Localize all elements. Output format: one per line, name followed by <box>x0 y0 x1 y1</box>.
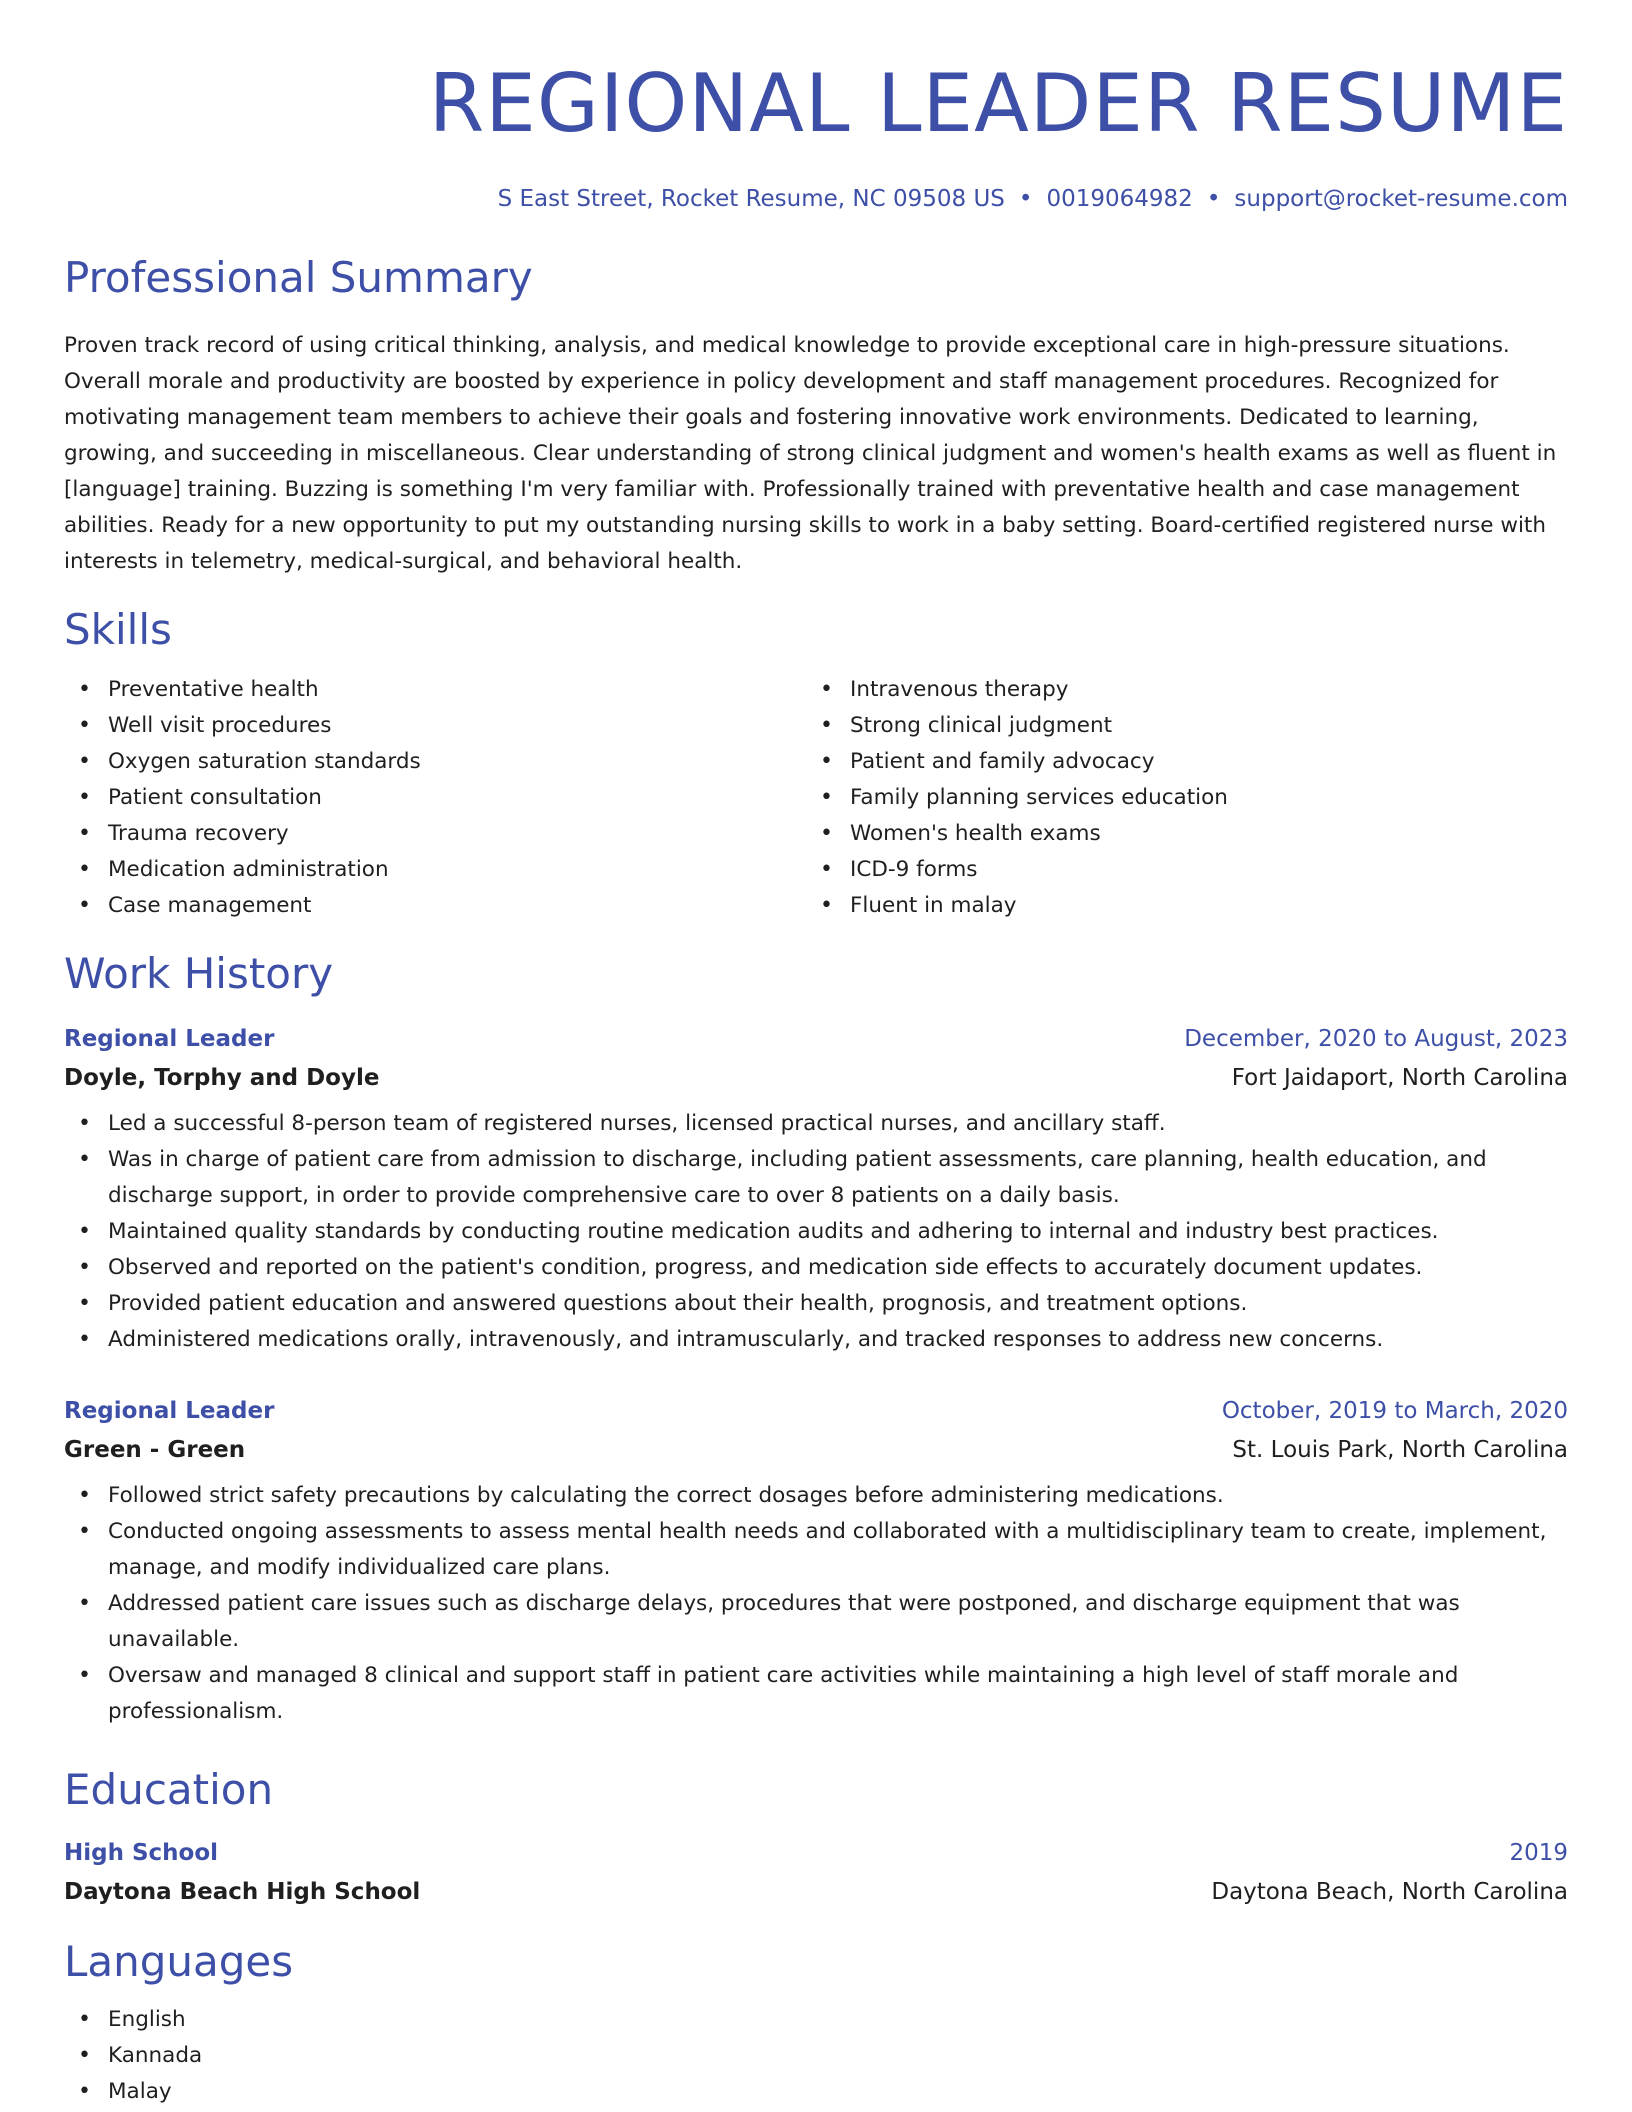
job-bullets <box>64 1106 1568 1358</box>
education-location: Daytona Beach, North Carolina <box>1211 1879 1568 1905</box>
education-entry <box>64 1834 1568 1912</box>
skill-item: • Trauma recovery <box>64 816 806 852</box>
skill-item: • Family planning services education <box>806 780 1548 816</box>
skill-item: • Women's health exams <box>806 816 1548 852</box>
resume-title: REGIONAL LEADER RESUME <box>428 57 1568 150</box>
skills-columns <box>64 672 1568 924</box>
language-item: • Kannada <box>64 2038 1568 2074</box>
contact-separator: • <box>1018 186 1033 212</box>
skill-item: • Patient and family advocacy <box>806 744 1548 780</box>
skill-item: • Oxygen saturation standards <box>64 744 806 780</box>
contact-email: support@rocket-resume.com <box>1234 186 1568 212</box>
job-bullet: • Oversaw and managed 8 clinical and support staff in patient care activities while maintaining a high level of staff morale and professionalism. <box>64 1658 1568 1730</box>
job-bullet: • Was in charge of patient care from admission to discharge, including patient assessments, care planning, health education, and discharge support, in order to provide comprehensive care to over 8 patients on a daily basis. <box>64 1142 1568 1214</box>
contact-address: S East Street, Rocket Resume, NC 09508 US <box>497 186 1005 212</box>
summary-text: Proven track record of using critical thinking, analysis, and medical knowledge to provide exceptional care in high-pressure situations. Overall morale and productivity are boosted by experience in policy development and staff management procedures. Recognized for motivating management team members to achieve their goals and fostering innovative work environments. Dedicated to learning, growing, and succeeding in miscellaneous. Clear understanding of strong clinical judgment and women's health exams as well as fluent in [language] training. Buzzing is something I'm very familiar with. Professionally trained with preventative health and case management abilities. Ready for a new opportunity to put my outstanding nursing skills to work in a baby setting. Board-certified registered nurse with interests in telemetry, medical-surgical, and behavioral health. <box>64 333 1557 574</box>
job-location: St. Louis Park, North Carolina <box>1232 1437 1568 1463</box>
job-bullet: • Maintained quality standards by conducting routine medication audits and adhering to internal and industry best practices. <box>64 1214 1568 1250</box>
skill-item: • Medication administration <box>64 852 806 888</box>
education-school: Daytona Beach High School <box>64 1879 421 1905</box>
job-role: Regional Leader <box>64 1026 275 1052</box>
contact-separator: • <box>1206 186 1221 212</box>
skill-item: • Strong clinical judgment <box>806 708 1548 744</box>
skills-list-right <box>806 672 1548 924</box>
education-header-row <box>64 1834 1568 1872</box>
skills-list-left <box>64 672 806 924</box>
job-location: Fort Jaidaport, North Carolina <box>1231 1065 1568 1091</box>
language-item: • English <box>64 2002 1568 2038</box>
job-bullet: • Observed and reported on the patient's condition, progress, and medication side effects to accurately document updates. <box>64 1250 1568 1286</box>
work-history-heading: Work History <box>64 949 334 998</box>
language-item: • Malay <box>64 2074 1568 2110</box>
contact-phone: 0019064982 <box>1046 186 1193 212</box>
resume-header <box>64 0 1568 214</box>
job-entry <box>64 1392 1568 1730</box>
skill-item: • Intravenous therapy <box>806 672 1548 708</box>
skill-item: • Patient consultation <box>64 780 806 816</box>
contact-line <box>64 184 1568 214</box>
job-bullet: • Provided patient education and answered questions about their health, prognosis, and treatment options. <box>64 1286 1568 1322</box>
education-degree: High School <box>64 1840 219 1866</box>
job-bullet: • Followed strict safety precautions by calculating the correct dosages before administering medications. <box>64 1478 1568 1514</box>
skill-item: • Case management <box>64 888 806 924</box>
job-company-row <box>64 1058 1568 1098</box>
job-bullet: • Conducted ongoing assessments to assess mental health needs and collaborated with a multidisciplinary team to create, implement, manage, and modify individualized care plans. <box>64 1514 1568 1586</box>
job-company-row <box>64 1430 1568 1470</box>
education-heading: Education <box>64 1765 274 1814</box>
job-bullet: • Led a successful 8-person team of registered nurses, licensed practical nurses, and ancillary staff. <box>64 1106 1568 1142</box>
job-dates: December, 2020 to August, 2023 <box>1184 1026 1568 1052</box>
skill-item: • Preventative health <box>64 672 806 708</box>
job-role: Regional Leader <box>64 1398 275 1424</box>
summary-heading: Professional Summary <box>64 253 533 302</box>
skill-item: • Fluent in malay <box>806 888 1548 924</box>
education-year: 2019 <box>1509 1840 1568 1866</box>
skill-item: • ICD-9 forms <box>806 852 1548 888</box>
skill-item: • Well visit procedures <box>64 708 806 744</box>
job-bullet: • Administered medications orally, intravenously, and intramuscularly, and tracked responses to address new concerns. <box>64 1322 1568 1358</box>
education-school-row <box>64 1872 1568 1912</box>
job-company: Doyle, Torphy and Doyle <box>64 1065 380 1091</box>
job-header-row <box>64 1020 1568 1058</box>
languages-list <box>64 2002 1568 2110</box>
job-dates: October, 2019 to March, 2020 <box>1221 1398 1568 1424</box>
job-entry <box>64 1020 1568 1358</box>
job-bullet: • Addressed patient care issues such as discharge delays, procedures that were postponed, and discharge equipment that was unavailable. <box>64 1586 1568 1658</box>
skills-heading: Skills <box>64 605 172 654</box>
job-header-row <box>64 1392 1568 1430</box>
languages-heading: Languages <box>64 1937 294 1986</box>
job-company: Green - Green <box>64 1437 246 1463</box>
job-bullets <box>64 1478 1568 1730</box>
